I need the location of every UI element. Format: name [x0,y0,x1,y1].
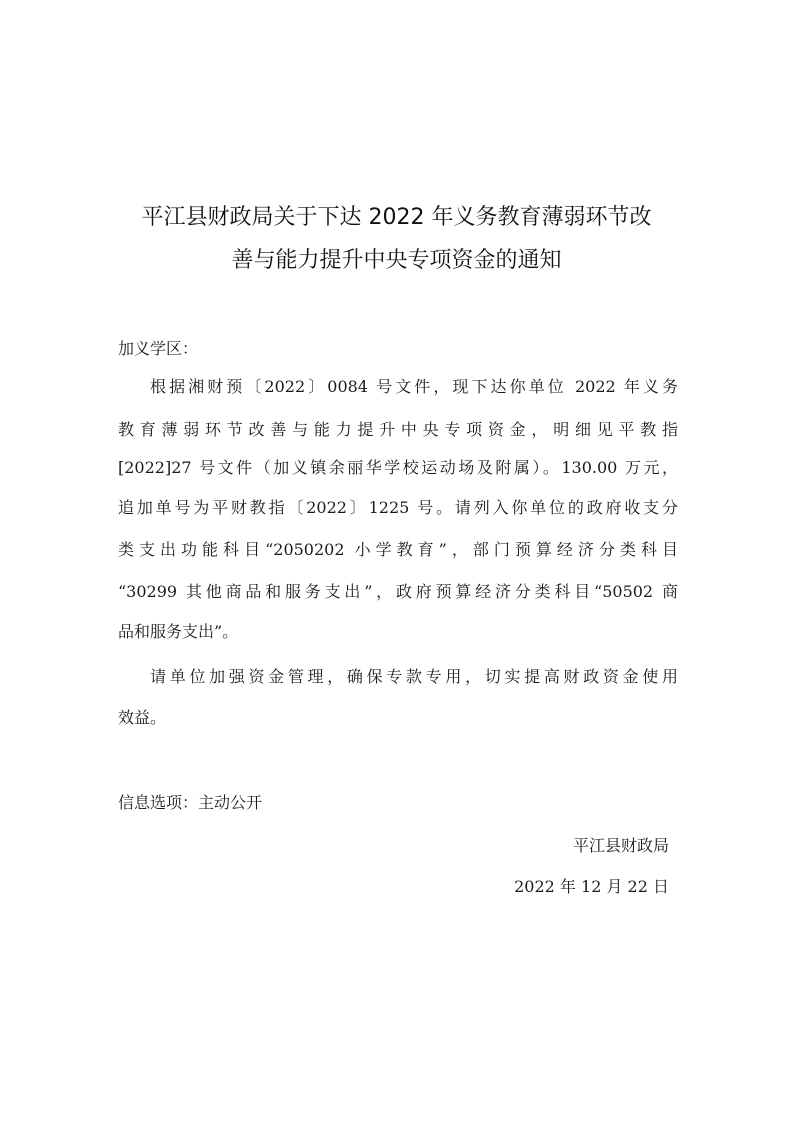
paragraph-2-line-1: 请单位加强资金管理，确保专款专用，切实提高财政资金使用 [150,667,678,686]
document-title-line-2: 善与能力提升中央专项资金的通知 [231,248,562,273]
paragraph-1-line-3: [2022]27 号文件（加义镇余丽华学校运动场及附属）。130.00 万元， [118,458,678,477]
paragraph-2-line-2: 效益。 [118,708,167,727]
disclosure-option: 信息选项：主动公开 [118,793,263,812]
paragraph-1-line-2: 教育薄弱环节改善与能力提升中央专项资金，明细见平教指 [118,420,678,439]
paragraph-1-line-6: “30299 其他商品和服务支出”，政府预算经济分类科目“50502 商 [118,582,678,601]
issuer-signature: 平江县财政局 [572,836,669,855]
paragraph-1-line-5: 类支出功能科目“2050202 小学教育”，部门预算经济分类科目 [118,540,678,559]
paragraph-1-line-1: 根据湘财预〔2022〕0084 号文件，现下达你单位 2022 年义务 [150,377,678,396]
paragraph-1-line-4: 追加单号为平财教指〔2022〕1225 号。请列入你单位的政府收支分 [118,498,678,517]
paragraph-1-line-7: 品和服务支出”。 [118,622,239,641]
document-title-line-1: 平江县财政局关于下达 2022 年义务教育薄弱环节改 [141,205,652,230]
issue-date: 2022 年 12 月 22 日 [514,877,669,896]
addressee: 加义学区： [118,339,199,358]
